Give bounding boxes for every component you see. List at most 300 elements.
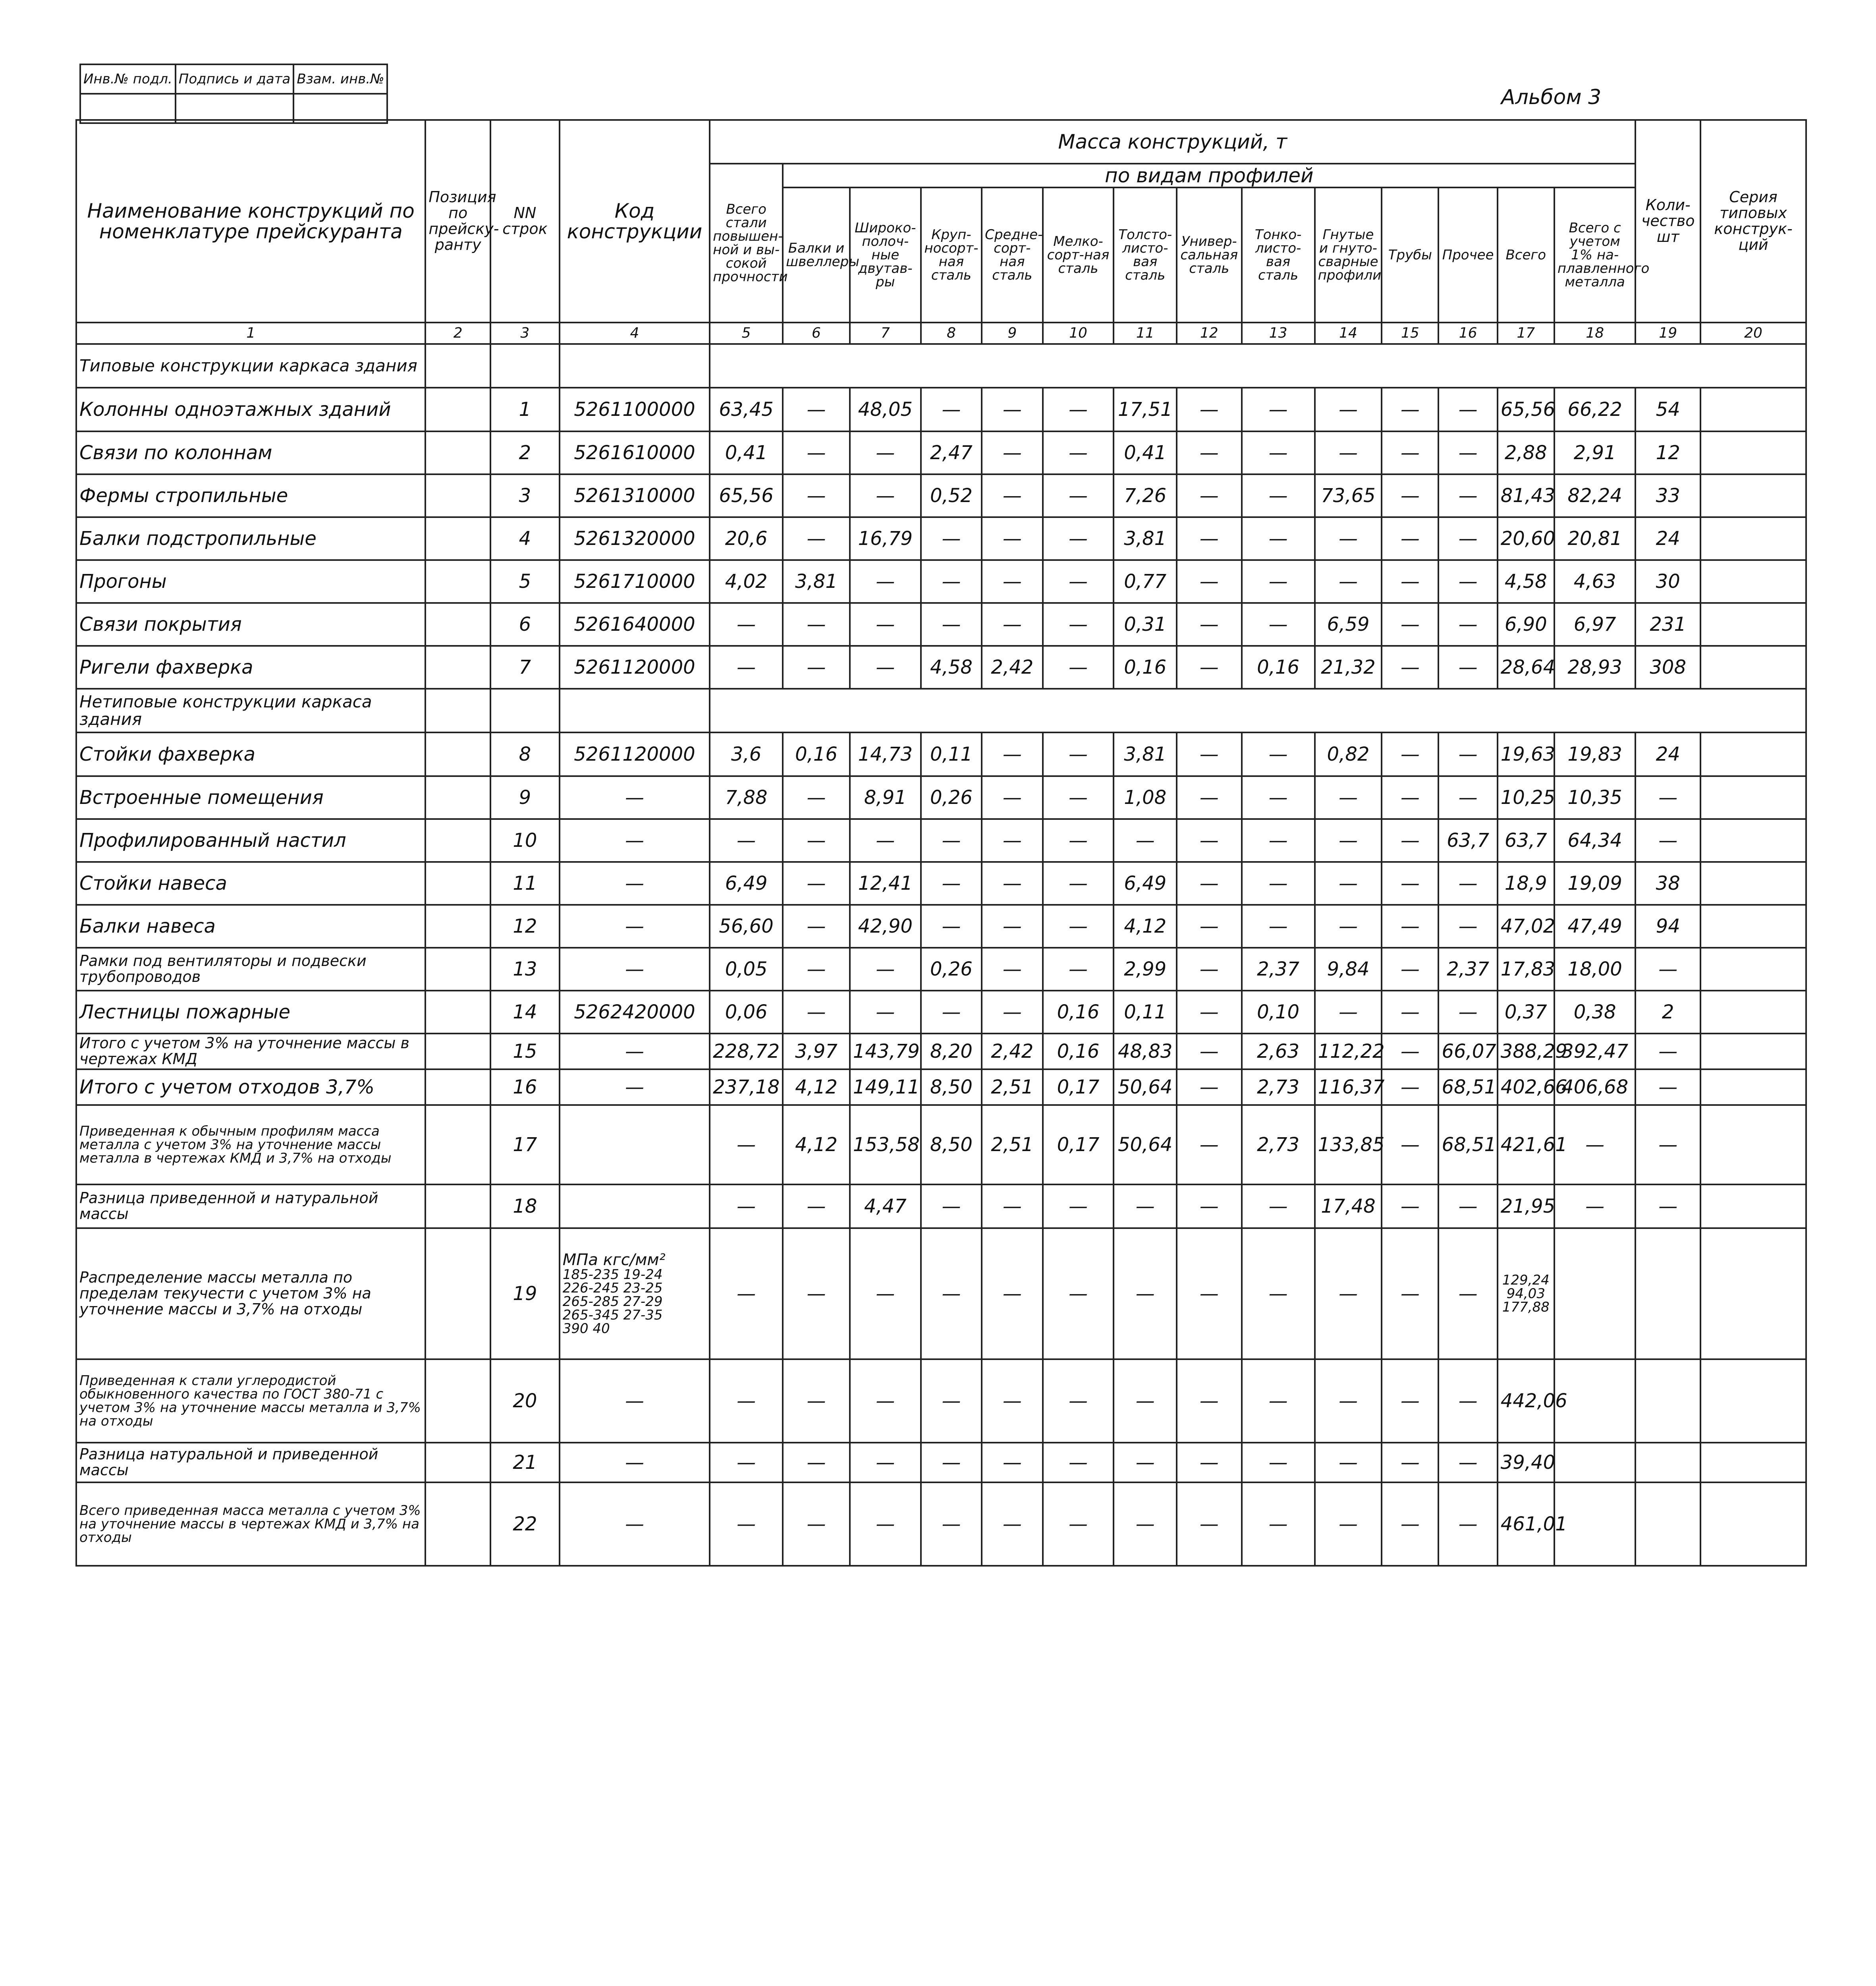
mass-cell: 17,51 [1114,388,1176,431]
mass-cell: 10,25 [1498,776,1554,819]
column-number: 19 [1635,323,1700,344]
dash-cell: — [982,1228,1042,1359]
mass-cell: — [921,991,982,1034]
header-large-section: Круп-носорт-ная сталь [921,187,982,323]
empty-cell [425,732,490,776]
table-row [76,646,1806,689]
mass-cell: 8,91 [850,776,921,819]
mass-cell: — [1382,603,1438,646]
mass-cell: 4,12 [783,1105,850,1184]
table-row [76,474,1806,517]
mass-cell: — [1242,905,1315,948]
mass-cell: — [783,948,850,991]
dash-cell: — [1315,1228,1382,1359]
mass-cell: — [710,1184,783,1228]
mass-cell: 2,73 [1242,1069,1315,1105]
mass-cell: 3,81 [1114,517,1176,560]
stamp-inv-podl: Инв.№ подл. [80,64,176,94]
empty-cell [425,1069,490,1105]
mass-cell: 2,47 [921,431,982,474]
empty-cell [1700,474,1806,517]
row-number: 16 [490,1069,560,1105]
yield-ranges [560,1228,710,1359]
mass-cell: — [1043,1184,1114,1228]
dash-cell: — [1438,1482,1497,1566]
row-code: — [560,819,710,862]
mass-cell: — [1382,560,1438,603]
mass-cell: 66,07 [1438,1034,1497,1069]
mass-cell: — [1242,1184,1315,1228]
row-code: 5261120000 [560,646,710,689]
column-number: 9 [982,323,1042,344]
row-name: Балки навеса [76,905,425,948]
empty-cell [425,646,490,689]
header-series: Серия типовых конструк-ций [1700,120,1806,323]
column-number: 6 [783,323,850,344]
mass-cell: — [982,474,1042,517]
mass-cell: — [1554,1184,1636,1228]
empty-cell [1635,1359,1700,1443]
row-name: Рамки под вентиляторы и подвески трубопроводов [76,948,425,991]
mass-cell: — [1382,646,1438,689]
mass-cell: — [1043,474,1114,517]
mass-cell: 47,49 [1554,905,1636,948]
header-medium-section: Средне-сорт-ная сталь [982,187,1042,323]
mass-cell: — [1438,1184,1497,1228]
empty-cell [425,862,490,905]
mass-cell: — [1177,603,1242,646]
empty-cell [710,689,1806,732]
row-total: 39,40 [1498,1443,1554,1482]
mass-cell: 2 [1635,991,1700,1034]
row-code: — [560,776,710,819]
dash-cell: — [1315,1482,1382,1566]
mass-cell: 20,81 [1554,517,1636,560]
empty-cell [425,431,490,474]
mass-cell: — [921,517,982,560]
mass-cell: 0,16 [783,732,850,776]
column-numbers-row [76,323,1806,344]
dash-cell: — [1114,1359,1176,1443]
mass-cell: 12 [1635,431,1700,474]
dash-cell: — [921,1482,982,1566]
row-number: 1 [490,388,560,431]
mass-cell: 0,10 [1242,991,1315,1034]
yield-total: 129,24 [1502,1272,1550,1288]
mass-cell: 0,31 [1114,603,1176,646]
mass-cell: — [1382,1034,1438,1069]
mass-cell: — [1635,1034,1700,1069]
column-number: 14 [1315,323,1382,344]
row-number: 11 [490,862,560,905]
mass-cell: 14,73 [850,732,921,776]
header-mass: Масса конструкций, т [710,120,1635,164]
empty-cell [425,344,490,388]
mass-cell: — [1242,474,1315,517]
dash-cell: — [710,1443,783,1482]
mass-cell: 19,83 [1554,732,1636,776]
table-row [76,603,1806,646]
mass-cell: — [1382,1105,1438,1184]
column-number: 1 [76,323,425,344]
mass-cell: — [1635,1105,1700,1184]
mass-cell: — [1043,388,1114,431]
mass-cell: 0,17 [1043,1069,1114,1105]
mass-cell: 228,72 [710,1034,783,1069]
mass-cell: 38 [1635,862,1700,905]
empty-cell [1700,431,1806,474]
dash-cell: — [921,1228,982,1359]
header-wide-flange: Широко-полоч-ные двутав-ры [850,187,921,323]
yield-totals [1498,1228,1554,1359]
row-number: 19 [490,1228,560,1359]
mass-cell: — [982,603,1042,646]
empty-cell [425,991,490,1034]
row-name: Связи по колоннам [76,431,425,474]
mass-cell: — [1635,1069,1700,1105]
approval-stamp [79,64,388,124]
table-row [76,560,1806,603]
dash-cell: — [710,1359,783,1443]
mass-cell: 8,50 [921,1069,982,1105]
mass-cell: — [1315,560,1382,603]
mass-cell: — [982,819,1042,862]
mass-cell: 21,32 [1315,646,1382,689]
dash-cell: — [560,1443,710,1482]
header-thin-plate: Тонко-листо-вая сталь [1242,187,1315,323]
empty-cell [710,344,1806,388]
mass-cell: 2,42 [982,646,1042,689]
stamp-cell [80,94,176,123]
table-row [76,388,1806,431]
mass-cell: — [1177,862,1242,905]
yield-units: МПа кгс/мм² [562,1251,666,1269]
mass-cell: — [1242,388,1315,431]
mass-cell: — [982,1184,1042,1228]
dash-cell: — [850,1443,921,1482]
mass-cell: — [921,388,982,431]
mass-cell: — [1438,991,1497,1034]
row-name: Фермы стропильные [76,474,425,517]
empty-cell [1700,1184,1806,1228]
empty-cell [1700,388,1806,431]
mass-cell: — [1242,819,1315,862]
row-number: 18 [490,1184,560,1228]
row-name: Профилированный настил [76,819,425,862]
dash-cell: — [1043,1482,1114,1566]
dash-cell: — [1177,1228,1242,1359]
mass-cell: 149,11 [850,1069,921,1105]
mass-cell: — [982,862,1042,905]
empty-cell [1700,862,1806,905]
mass-cell: — [1242,776,1315,819]
empty-cell [1700,517,1806,560]
mass-cell: 50,64 [1114,1105,1176,1184]
mass-cell: 28,64 [1498,646,1554,689]
mass-cell: — [1043,560,1114,603]
dash-cell: — [783,1482,850,1566]
mass-cell: — [1438,431,1497,474]
dash-cell: — [921,1443,982,1482]
mass-cell: 0,26 [921,776,982,819]
mass-cell: — [1177,388,1242,431]
mass-cell: — [850,819,921,862]
dash-cell: — [1382,1482,1438,1566]
row-code: 5261120000 [560,732,710,776]
table-row [76,905,1806,948]
mass-cell: 4,63 [1554,560,1636,603]
row-name: Разница приведенной и натуральной массы [76,1184,425,1228]
row-code: 5261710000 [560,560,710,603]
mass-cell: — [982,905,1042,948]
yield-range: 265-345 27-35 [562,1307,663,1323]
empty-cell [1700,1034,1806,1069]
table-row [76,732,1806,776]
table-row [76,1184,1806,1228]
row-name: Колонны одноэтажных зданий [76,388,425,431]
mass-cell: 3,81 [1114,732,1176,776]
dash-cell: — [710,1482,783,1566]
mass-cell: — [1382,732,1438,776]
mass-cell: — [1554,1105,1636,1184]
row-name: Всего приведенная масса металла с учетом 3% на уточнение массы в чертежах КМД и 3,7% на отходы [76,1482,425,1566]
mass-cell: — [1382,862,1438,905]
nontypical-rows [76,732,1806,1228]
mass-cell: 3,6 [710,732,783,776]
mass-cell: — [982,517,1042,560]
column-number: 7 [850,323,921,344]
row-name: Приведенная к обычным профилям масса металла с учетом 3% на уточнение массы металла в чертежах КМД и 3,7% на отходы [76,1105,425,1184]
mass-cell: 0,38 [1554,991,1636,1034]
mass-cell: — [1438,603,1497,646]
row-number: 3 [490,474,560,517]
mass-cell: — [1315,776,1382,819]
row-number: 12 [490,905,560,948]
dash-cell: — [1382,1443,1438,1482]
mass-cell: — [783,474,850,517]
empty-cell [1700,560,1806,603]
row-name: Ригели фахверка [76,646,425,689]
table-row [76,862,1806,905]
mass-cell: — [710,819,783,862]
empty-cell [425,689,490,732]
mass-cell: 50,64 [1114,1069,1176,1105]
header-total: Всего [1498,187,1554,323]
mass-cell: — [1382,776,1438,819]
mass-cell: — [1315,905,1382,948]
row-number: 17 [490,1105,560,1184]
empty-cell [425,1184,490,1228]
header-line-no: NN строк [490,120,560,323]
row-code: — [560,862,710,905]
dash-cell: — [1177,1359,1242,1443]
empty-cell [1700,603,1806,646]
mass-cell: 64,34 [1554,819,1636,862]
mass-cell: — [1177,431,1242,474]
mass-cell: 406,68 [1554,1069,1636,1105]
mass-cell: 237,18 [710,1069,783,1105]
empty-cell [560,689,710,732]
mass-cell: — [1315,819,1382,862]
row-code: — [560,948,710,991]
row-code: 5261320000 [560,517,710,560]
column-number: 18 [1554,323,1636,344]
mass-cell: — [1177,517,1242,560]
mass-cell: 0,16 [1114,646,1176,689]
mass-cell: — [1382,388,1438,431]
mass-cell: 54 [1635,388,1700,431]
mass-cell: 8,20 [921,1034,982,1069]
mass-cell: 68,51 [1438,1105,1497,1184]
mass-cell: 2,73 [1242,1105,1315,1184]
mass-cell: 2,63 [1242,1034,1315,1069]
mass-cell: 2,88 [1498,431,1554,474]
header-bent: Гнутые и гнуто-сварные профили [1315,187,1382,323]
mass-cell: — [1043,948,1114,991]
column-number: 16 [1438,323,1497,344]
table-row [76,1443,1806,1482]
dash-cell: — [1242,1359,1315,1443]
mass-cell: — [783,776,850,819]
mass-cell: 4,12 [1114,905,1176,948]
header-beams: Балки и швеллеры [783,187,850,323]
mass-cell: — [783,646,850,689]
mass-cell: 2,42 [982,1034,1042,1069]
mass-cell: 0,52 [921,474,982,517]
empty-cell [1554,1228,1636,1359]
row-name: Стойки навеса [76,862,425,905]
empty-cell [490,689,560,732]
row-number: 6 [490,603,560,646]
mass-cell: 4,12 [783,1069,850,1105]
yield-total: 177,88 [1502,1299,1550,1315]
yield-range: 390 40 [562,1321,610,1337]
mass-cell: 65,56 [710,474,783,517]
empty-cell [1700,905,1806,948]
mass-cell: — [710,603,783,646]
dash-cell: — [982,1443,1042,1482]
mass-cell: 81,43 [1498,474,1554,517]
column-number: 15 [1382,323,1438,344]
mass-cell: — [850,603,921,646]
mass-cell: — [1242,431,1315,474]
mass-cell: — [1242,862,1315,905]
mass-cell: 21,95 [1498,1184,1554,1228]
row-number: 9 [490,776,560,819]
column-number: 11 [1114,323,1176,344]
mass-cell: — [850,560,921,603]
mass-cell: — [921,862,982,905]
dash-cell: — [1043,1359,1114,1443]
mass-cell: 2,37 [1242,948,1315,991]
mass-cell: 16,79 [850,517,921,560]
mass-cell: — [1177,948,1242,991]
row-code [560,1105,710,1184]
mass-cell: 1,08 [1114,776,1176,819]
table-row [76,517,1806,560]
row-number: 5 [490,560,560,603]
header-other: Прочее [1438,187,1497,323]
empty-cell [425,388,490,431]
mass-cell: — [1177,1069,1242,1105]
empty-cell [1700,819,1806,862]
mass-cell: — [1177,732,1242,776]
empty-cell [425,1443,490,1482]
table-row [76,1069,1806,1105]
row-name: Стойки фахверка [76,732,425,776]
mass-cell: — [850,646,921,689]
table-row [76,1482,1806,1566]
mass-cell: 112,22 [1315,1034,1382,1069]
section-nontypical: Нетиповые конструкции каркаса здания [76,689,425,732]
dash-cell: — [850,1482,921,1566]
mass-cell: 2,51 [982,1069,1042,1105]
empty-cell [1700,1105,1806,1184]
mass-cell: 0,17 [1043,1105,1114,1184]
mass-cell: — [921,819,982,862]
table-row [76,1105,1806,1184]
empty-cell [425,1359,490,1443]
column-number: 4 [560,323,710,344]
mass-cell: 402,66 [1498,1069,1554,1105]
mass-cell: 6,49 [710,862,783,905]
dash-cell: — [710,1228,783,1359]
mass-cell: 0,06 [710,991,783,1034]
dash-cell: — [1382,1359,1438,1443]
column-number: 8 [921,323,982,344]
empty-cell [1635,1228,1700,1359]
mass-cell: — [850,474,921,517]
row-code: 5261640000 [560,603,710,646]
dash-cell: — [982,1482,1042,1566]
mass-cell: 30 [1635,560,1700,603]
mass-cell: 231 [1635,603,1700,646]
dash-cell: — [1043,1443,1114,1482]
mass-cell: 33 [1635,474,1700,517]
mass-cell: 3,97 [783,1034,850,1069]
mass-cell: — [1043,603,1114,646]
mass-cell: — [1438,776,1497,819]
mass-cell: 0,82 [1315,732,1382,776]
dash-cell: — [783,1443,850,1482]
mass-cell: — [1177,991,1242,1034]
mass-cell: — [1438,517,1497,560]
table-row [76,1359,1806,1443]
section-typical: Типовые конструкции каркаса здания [76,344,425,388]
mass-cell: 0,41 [1114,431,1176,474]
header-universal: Универ-сальная сталь [1177,187,1242,323]
dash-cell: — [1438,1359,1497,1443]
header-by-profiles: по видам профилей [783,164,1635,187]
mass-cell: 133,85 [1315,1105,1382,1184]
mass-cell: — [921,1184,982,1228]
mass-cell: — [982,388,1042,431]
mass-cell: — [1315,862,1382,905]
mass-cell: 0,16 [1043,991,1114,1034]
empty-cell [1700,991,1806,1034]
header-thick-plate: Толсто-листо-вая сталь [1114,187,1176,323]
header-qty: Коли-чество шт [1635,120,1700,323]
mass-cell: — [921,603,982,646]
mass-cell: — [1382,431,1438,474]
dash-cell: — [921,1359,982,1443]
mass-cell: 18,00 [1554,948,1636,991]
empty-cell [1700,776,1806,819]
mass-cell: — [1177,819,1242,862]
mass-cell: — [1177,776,1242,819]
mass-cell: — [1043,905,1114,948]
mass-cell: — [1382,991,1438,1034]
